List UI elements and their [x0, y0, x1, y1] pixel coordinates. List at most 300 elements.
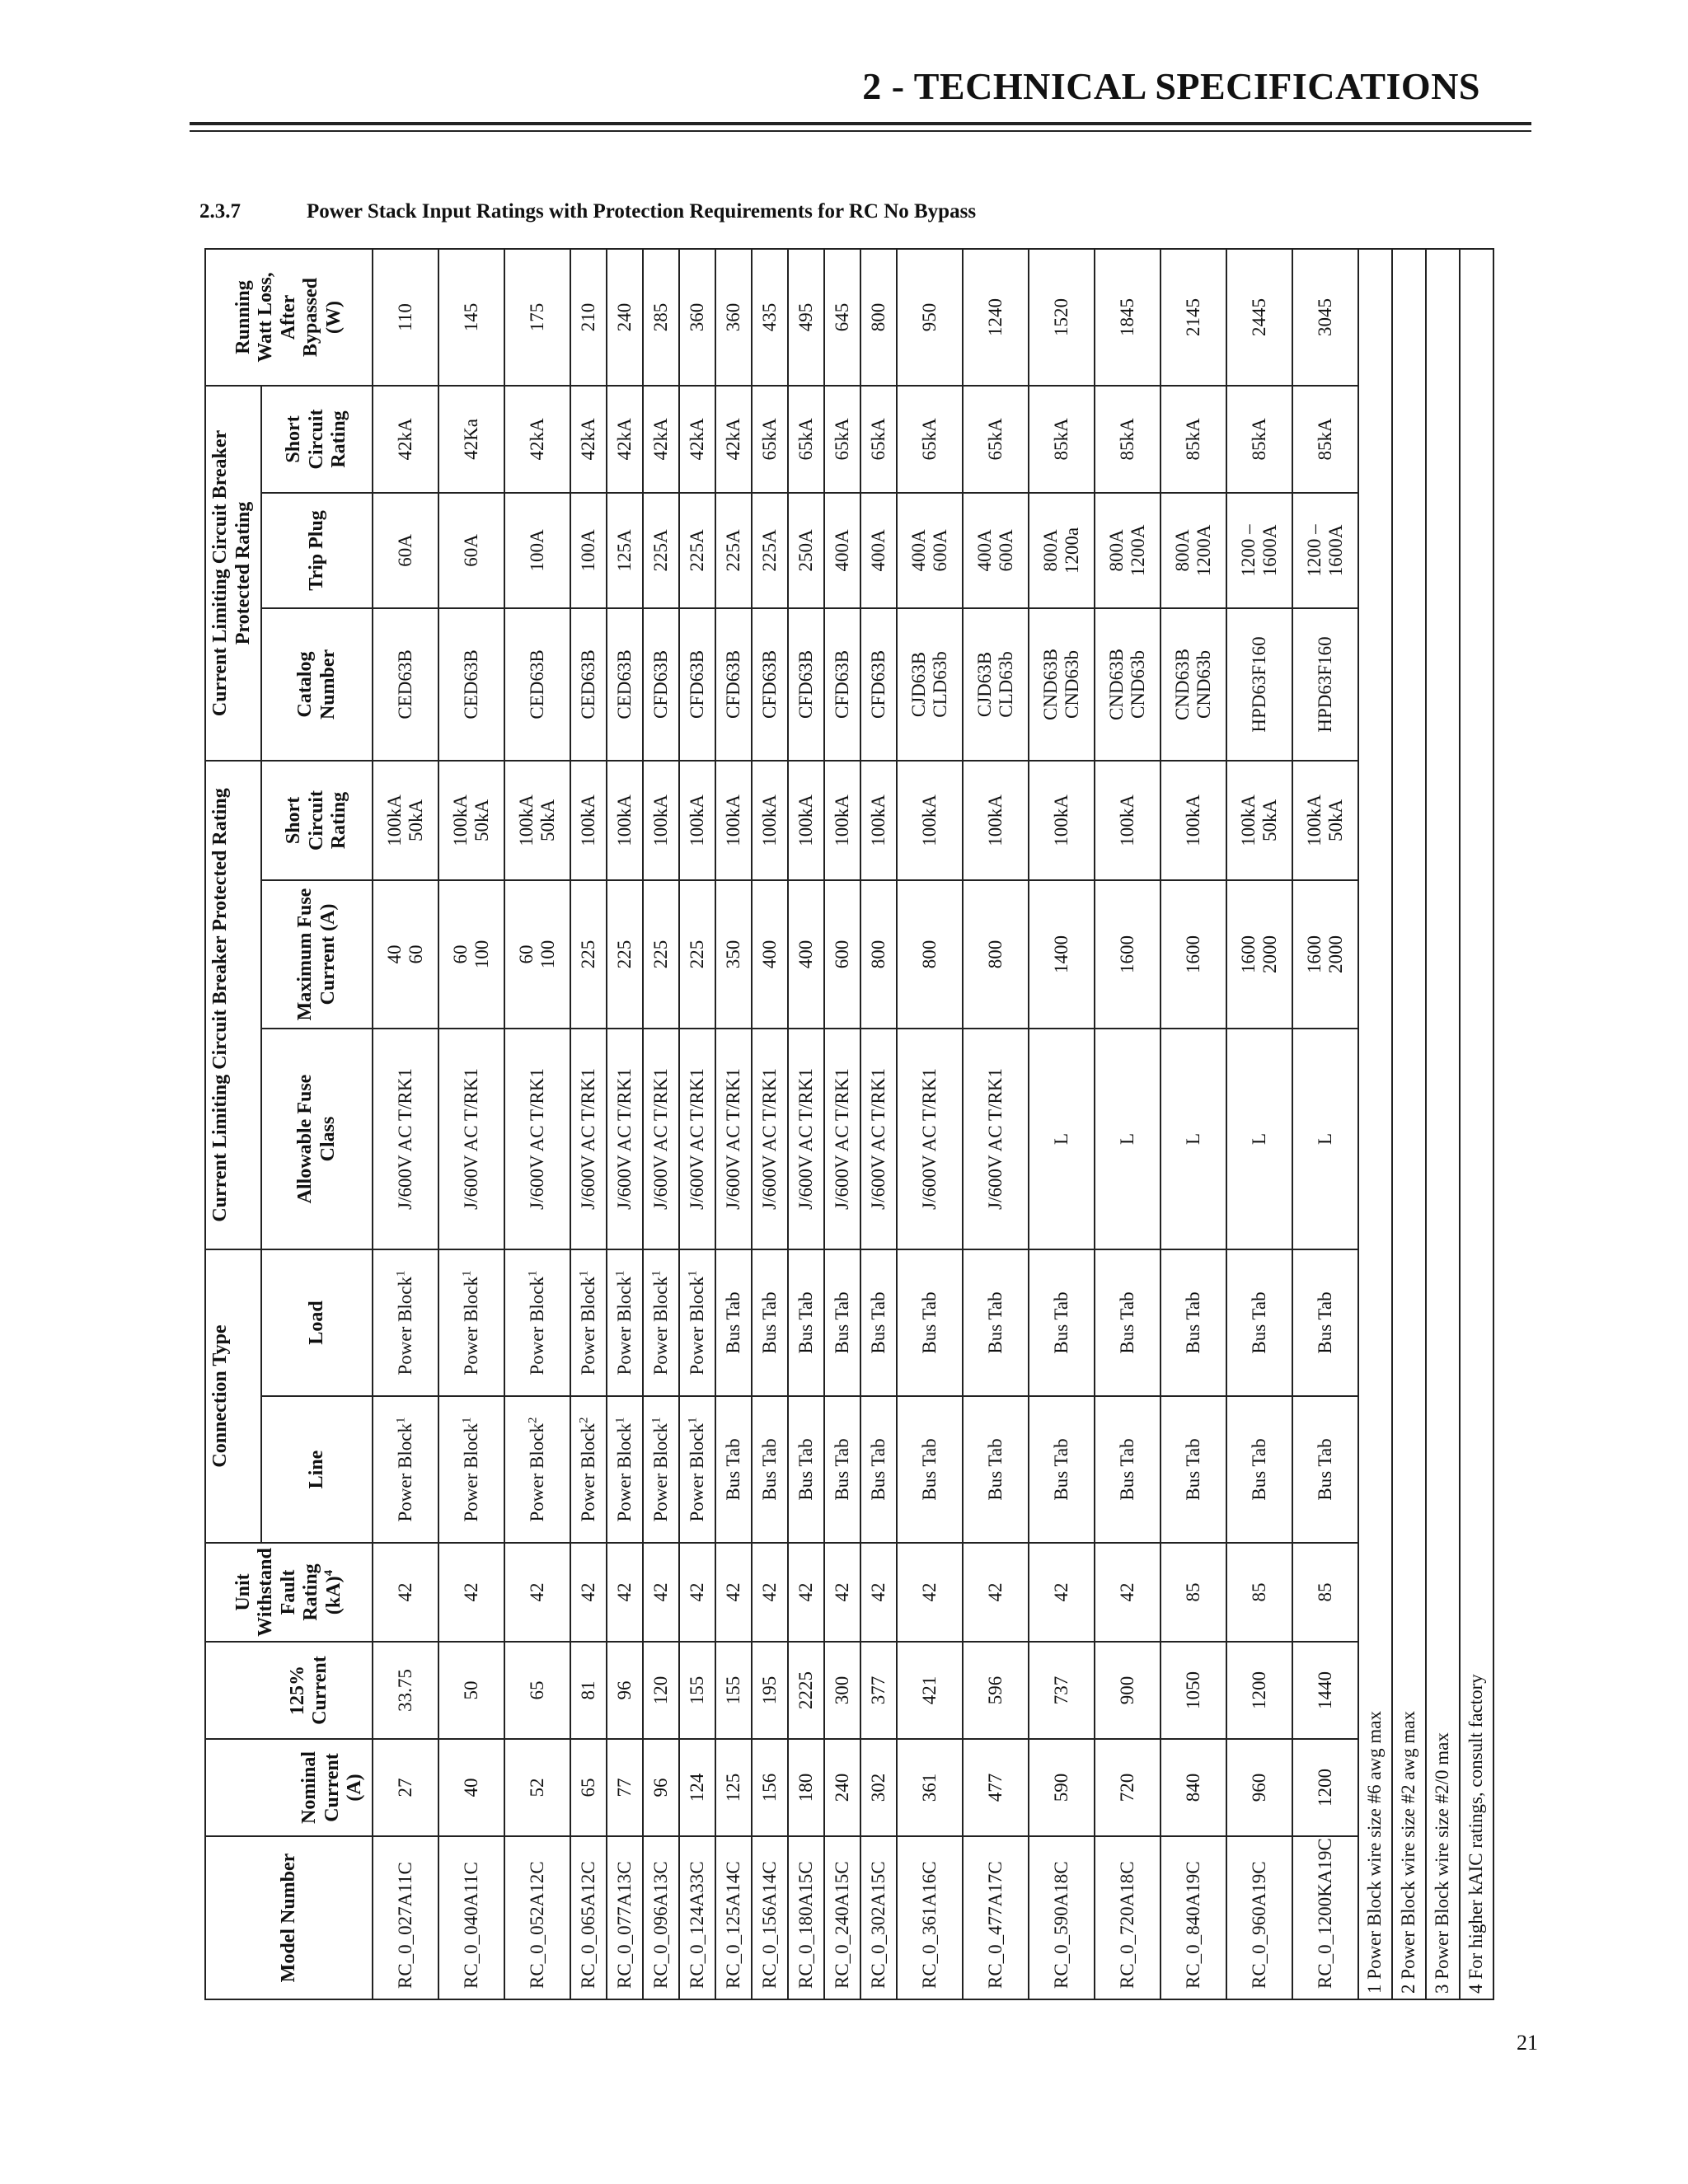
cell-sc2: 85kA [1226, 386, 1292, 493]
cell-model: RC_0_361A16C [897, 1836, 963, 1999]
cell-withstand: 42 [963, 1543, 1029, 1642]
cell-model: RC_0_096A13C [643, 1836, 679, 1999]
cell-nominal: 77 [607, 1739, 643, 1836]
footnote-blank [1358, 249, 1392, 1543]
cell-load: Power Block$^1$ [643, 1249, 679, 1396]
cell-line: Power Block$^1$ [607, 1396, 643, 1543]
cell-max-fuse: 40 60 [373, 880, 438, 1029]
cell-load: Bus Tab [1226, 1249, 1292, 1396]
cell-max-fuse: 600 [824, 880, 860, 1029]
cell-watt: 360 [715, 249, 752, 386]
cell-pct125: 195 [752, 1642, 788, 1739]
cell-catalog: CED63B [570, 608, 607, 761]
cell-catalog: CFD63B [643, 608, 679, 761]
cell-model: RC_0_125A14C [715, 1836, 752, 1999]
cell-sc2: 42kA [607, 386, 643, 493]
cell-pct125: 50 [438, 1642, 504, 1739]
cell-pct125: 96 [607, 1642, 643, 1739]
cell-max-fuse: 400 [788, 880, 824, 1029]
cell-trip: 1200 – 1600A [1292, 493, 1358, 608]
cell-sc1: 100kA [1095, 761, 1160, 880]
cell-fuse-class: L [1029, 1029, 1095, 1249]
cell-catalog: CFD63B [824, 608, 860, 761]
cell-catalog: CFD63B [752, 608, 788, 761]
cell-fuse-class: J/600V AC T/RK1 [752, 1029, 788, 1249]
cell-load: Power Block$^1$ [438, 1249, 504, 1396]
footnote-row [1460, 249, 1493, 1999]
cell-line: Power Block$^2$ [570, 1396, 607, 1543]
cell-catalog: CFD63B [715, 608, 752, 761]
cell-load: Bus Tab [824, 1249, 860, 1396]
cell-pct125: 81 [570, 1642, 607, 1739]
cell-sc2: 65kA [788, 386, 824, 493]
cell-catalog: CND63B CND63b [1095, 608, 1160, 761]
cell-withstand: 85 [1226, 1543, 1292, 1642]
cell-sc2: 42kA [643, 386, 679, 493]
cell-sc2: 65kA [752, 386, 788, 493]
cell-nominal: 124 [679, 1739, 715, 1836]
cell-sc1: 100kA 50kA [1226, 761, 1292, 880]
cell-pct125: 1440 [1292, 1642, 1358, 1739]
table-row [1226, 249, 1292, 1999]
table-row [607, 249, 643, 1999]
cell-max-fuse: 60 100 [438, 880, 504, 1029]
cell-pct125: 2225 [788, 1642, 824, 1739]
footnote-row [1392, 249, 1426, 1999]
cell-model: RC_0_124A33C [679, 1836, 715, 1999]
cell-line: Power Block$^1$ [373, 1396, 438, 1543]
cell-trip: 225A [752, 493, 788, 608]
cell-line: Bus Tab [788, 1396, 824, 1543]
cell-pct125: 120 [643, 1642, 679, 1739]
cell-model: RC_0_027A11C [373, 1836, 438, 1999]
col-header-load: Load [261, 1249, 373, 1396]
table-body [373, 249, 1493, 1999]
cell-withstand: 85 [1292, 1543, 1358, 1642]
cell-withstand: 85 [1160, 1543, 1226, 1642]
cell-watt: 435 [752, 249, 788, 386]
cell-load: Bus Tab [860, 1249, 897, 1396]
cell-line: Power Block$^1$ [679, 1396, 715, 1543]
cell-fuse-class: J/600V AC T/RK1 [570, 1029, 607, 1249]
cell-fuse-class: J/600V AC T/RK1 [824, 1029, 860, 1249]
cell-trip: 800A 1200A [1095, 493, 1160, 608]
table-row [897, 249, 963, 1999]
cell-pct125: 33.75 [373, 1642, 438, 1739]
cell-trip: 60A [438, 493, 504, 608]
cell-line: Bus Tab [1029, 1396, 1095, 1543]
cell-fuse-class: L [1095, 1029, 1160, 1249]
cell-pct125: 421 [897, 1642, 963, 1739]
cell-load: Power Block$^1$ [679, 1249, 715, 1396]
cell-catalog: CFD63B [679, 608, 715, 761]
cell-fuse-class: J/600V AC T/RK1 [788, 1029, 824, 1249]
cell-max-fuse: 350 [715, 880, 752, 1029]
cell-watt: 800 [860, 249, 897, 386]
cell-sc1: 100kA [607, 761, 643, 880]
cell-fuse-class: L [1292, 1029, 1358, 1249]
cell-line: Bus Tab [860, 1396, 897, 1543]
group-header-fuse: Current Limiting Circuit Breaker Protected Rating [205, 761, 261, 1249]
cell-nominal: 302 [860, 1739, 897, 1836]
cell-nominal: 840 [1160, 1739, 1226, 1836]
cell-pct125: 1200 [1226, 1642, 1292, 1739]
col-header-line: Line [261, 1396, 373, 1543]
cell-load: Bus Tab [897, 1249, 963, 1396]
cell-load: Bus Tab [752, 1249, 788, 1396]
table-row [438, 249, 504, 1999]
cell-line: Bus Tab [1226, 1396, 1292, 1543]
cell-trip: 225A [643, 493, 679, 608]
cell-sc1: 100kA [715, 761, 752, 880]
cell-trip: 800A 1200a [1029, 493, 1095, 608]
cell-sc1: 100kA [752, 761, 788, 880]
cell-model: RC_0_477A17C [963, 1836, 1029, 1999]
cell-trip: 400A [860, 493, 897, 608]
col-header-model: Model Number [205, 1836, 373, 1999]
cell-sc1: 100kA [860, 761, 897, 880]
col-header-withstand: Unit Withstand Fault Rating (kA)$^4$ [205, 1543, 373, 1642]
cell-line: Bus Tab [897, 1396, 963, 1543]
cell-sc2: 65kA [860, 386, 897, 493]
cell-withstand: 42 [438, 1543, 504, 1642]
page-number: 21 [1517, 2031, 1538, 2055]
cell-max-fuse: 400 [752, 880, 788, 1029]
cell-model: RC_0_040A11C [438, 1836, 504, 1999]
cell-model: RC_0_720A18C [1095, 1836, 1160, 1999]
cell-max-fuse: 1400 [1029, 880, 1095, 1029]
cell-fuse-class: J/600V AC T/RK1 [438, 1029, 504, 1249]
cell-model: RC_0_052A12C [504, 1836, 570, 1999]
cell-nominal: 27 [373, 1739, 438, 1836]
cell-watt: 145 [438, 249, 504, 386]
cell-watt: 175 [504, 249, 570, 386]
cell-load: Power Block$^1$ [373, 1249, 438, 1396]
cell-withstand: 42 [1095, 1543, 1160, 1642]
cell-sc2: 42kA [570, 386, 607, 493]
col-header-short-circuit-breaker: Short Circuit Rating [261, 386, 373, 493]
cell-sc2: 42kA [679, 386, 715, 493]
cell-watt: 3045 [1292, 249, 1358, 386]
table-row [373, 249, 438, 1999]
cell-watt: 240 [607, 249, 643, 386]
footnote-blank [1460, 249, 1493, 1543]
cell-sc1: 100kA [897, 761, 963, 880]
cell-max-fuse: 225 [679, 880, 715, 1029]
cell-fuse-class: J/600V AC T/RK1 [679, 1029, 715, 1249]
footnote-blank [1392, 249, 1426, 1543]
cell-catalog: CED63B [607, 608, 643, 761]
cell-max-fuse: 800 [963, 880, 1029, 1029]
cell-sc1: 100kA [963, 761, 1029, 880]
cell-trip: 250A [788, 493, 824, 608]
header-rule-thin [190, 130, 1531, 132]
cell-sc2: 42kA [715, 386, 752, 493]
cell-withstand: 42 [715, 1543, 752, 1642]
cell-line: Bus Tab [715, 1396, 752, 1543]
group-header-connection: Connection Type [205, 1249, 261, 1543]
cell-pct125: 65 [504, 1642, 570, 1739]
footnote-text: 3 Power Block wire size #2/0 max [1426, 1543, 1460, 1999]
cell-fuse-class: J/600V AC T/RK1 [963, 1029, 1029, 1249]
cell-line: Bus Tab [1095, 1396, 1160, 1543]
cell-watt: 645 [824, 249, 860, 386]
cell-sc1: 100kA [570, 761, 607, 880]
cell-watt: 2145 [1160, 249, 1226, 386]
cell-withstand: 42 [897, 1543, 963, 1642]
cell-model: RC_0_240A15C [824, 1836, 860, 1999]
cell-watt: 110 [373, 249, 438, 386]
cell-model: RC_0_590A18C [1029, 1836, 1095, 1999]
table-row [1095, 249, 1160, 1999]
cell-sc2: 85kA [1029, 386, 1095, 493]
cell-line: Power Block$^1$ [438, 1396, 504, 1543]
table-row [824, 249, 860, 1999]
cell-catalog: CFD63B [860, 608, 897, 761]
cell-line: Bus Tab [1292, 1396, 1358, 1543]
table-row [1160, 249, 1226, 1999]
cell-model: RC_0_840A19C [1160, 1836, 1226, 1999]
cell-sc1: 100kA [788, 761, 824, 880]
cell-max-fuse: 1600 2000 [1226, 880, 1292, 1029]
cell-load: Power Block$^1$ [570, 1249, 607, 1396]
cell-watt: 950 [897, 249, 963, 386]
cell-watt: 495 [788, 249, 824, 386]
cell-model: RC_0_1200KA19C [1292, 1836, 1358, 1999]
cell-load: Bus Tab [963, 1249, 1029, 1396]
cell-catalog: CJD63B CLD63b [963, 608, 1029, 761]
cell-catalog: CND63B CND63b [1029, 608, 1095, 761]
cell-sc1: 100kA 50kA [1292, 761, 1358, 880]
cell-trip: 100A [570, 493, 607, 608]
cell-trip: 125A [607, 493, 643, 608]
cell-load: Bus Tab [1029, 1249, 1095, 1396]
cell-max-fuse: 1600 2000 [1292, 880, 1358, 1029]
cell-trip: 225A [679, 493, 715, 608]
cell-fuse-class: J/600V AC T/RK1 [715, 1029, 752, 1249]
cell-sc2: 85kA [1160, 386, 1226, 493]
cell-fuse-class: J/600V AC T/RK1 [504, 1029, 570, 1249]
cell-load: Bus Tab [1160, 1249, 1226, 1396]
footnote-text: 1 Power Block wire size #6 awg max [1358, 1543, 1392, 1999]
cell-withstand: 42 [373, 1543, 438, 1642]
cell-sc2: 42kA [504, 386, 570, 493]
cell-trip: 800A 1200A [1160, 493, 1226, 608]
header-rule-thick [190, 122, 1531, 125]
cell-trip: 100A [504, 493, 570, 608]
col-header-catalog: Catalog Number [261, 608, 373, 761]
cell-line: Bus Tab [963, 1396, 1029, 1543]
cell-nominal: 40 [438, 1739, 504, 1836]
cell-line: Power Block$^1$ [643, 1396, 679, 1543]
cell-fuse-class: J/600V AC T/RK1 [860, 1029, 897, 1249]
cell-sc2: 65kA [897, 386, 963, 493]
cell-load: Power Block$^1$ [607, 1249, 643, 1396]
cell-withstand: 42 [788, 1543, 824, 1642]
cell-watt: 285 [643, 249, 679, 386]
power-stack-ratings-table [204, 248, 1494, 2000]
cell-max-fuse: 60 100 [504, 880, 570, 1029]
cell-nominal: 125 [715, 1739, 752, 1836]
cell-trip: 400A 600A [963, 493, 1029, 608]
cell-withstand: 42 [679, 1543, 715, 1642]
cell-line: Bus Tab [1160, 1396, 1226, 1543]
cell-catalog: HPD63F160 [1292, 608, 1358, 761]
cell-line: Bus Tab [824, 1396, 860, 1543]
cell-nominal: 52 [504, 1739, 570, 1836]
cell-fuse-class: L [1160, 1029, 1226, 1249]
cell-sc2: 85kA [1292, 386, 1358, 493]
table-row [643, 249, 679, 1999]
footnote-row [1358, 249, 1392, 1999]
spec-table-region [204, 250, 1487, 2000]
table-row [679, 249, 715, 1999]
footnote-text: 4 For higher kAIC ratings, consult factory [1460, 1543, 1493, 1999]
section-title: Power Stack Input Ratings with Protection Requirements for RC No Bypass [307, 200, 977, 223]
cell-nominal: 361 [897, 1739, 963, 1836]
cell-model: RC_0_077A13C [607, 1836, 643, 1999]
cell-pct125: 155 [715, 1642, 752, 1739]
cell-fuse-class: J/600V AC T/RK1 [373, 1029, 438, 1249]
cell-pct125: 900 [1095, 1642, 1160, 1739]
cell-pct125: 300 [824, 1642, 860, 1739]
cell-catalog: CED63B [504, 608, 570, 761]
cell-model: RC_0_302A15C [860, 1836, 897, 1999]
cell-load: Bus Tab [1095, 1249, 1160, 1396]
col-header-trip-plug: Trip Plug [261, 493, 373, 608]
cell-withstand: 42 [1029, 1543, 1095, 1642]
cell-nominal: 240 [824, 1739, 860, 1836]
cell-pct125: 155 [679, 1642, 715, 1739]
cell-sc2: 65kA [963, 386, 1029, 493]
cell-sc2: 65kA [824, 386, 860, 493]
cell-withstand: 42 [824, 1543, 860, 1642]
cell-model: RC_0_960A19C [1226, 1836, 1292, 1999]
table-row [752, 249, 788, 1999]
cell-line: Bus Tab [752, 1396, 788, 1543]
cell-load: Bus Tab [715, 1249, 752, 1396]
cell-max-fuse: 1600 [1160, 880, 1226, 1029]
cell-max-fuse: 225 [570, 880, 607, 1029]
footnote-blank [1426, 249, 1460, 1543]
cell-withstand: 42 [607, 1543, 643, 1642]
group-header-row [205, 249, 261, 1999]
cell-pct125: 737 [1029, 1642, 1095, 1739]
page-title: 2 - TECHNICAL SPECIFICATIONS [862, 65, 1480, 107]
cell-withstand: 42 [504, 1543, 570, 1642]
cell-pct125: 1050 [1160, 1642, 1226, 1739]
col-header-125pct: 125% Current [205, 1642, 373, 1739]
table-row [570, 249, 607, 1999]
cell-withstand: 42 [860, 1543, 897, 1642]
footnote-row [1426, 249, 1460, 1999]
cell-sc1: 100kA [679, 761, 715, 880]
cell-max-fuse: 225 [643, 880, 679, 1029]
col-header-nominal: Nominal Current (A) [205, 1739, 373, 1836]
cell-watt: 1845 [1095, 249, 1160, 386]
col-header-fuse-class: Allowable Fuse Class [261, 1029, 373, 1249]
cell-sc1: 100kA [1029, 761, 1095, 880]
cell-nominal: 96 [643, 1739, 679, 1836]
cell-nominal: 590 [1029, 1739, 1095, 1836]
cell-nominal: 720 [1095, 1739, 1160, 1836]
cell-sc1: 100kA [1160, 761, 1226, 880]
cell-nominal: 477 [963, 1739, 1029, 1836]
cell-catalog: CED63B [373, 608, 438, 761]
cell-load: Bus Tab [1292, 1249, 1358, 1396]
cell-watt: 360 [679, 249, 715, 386]
cell-fuse-class: J/600V AC T/RK1 [897, 1029, 963, 1249]
cell-sc1: 100kA [643, 761, 679, 880]
cell-sc2: 42Ka [438, 386, 504, 493]
cell-fuse-class: J/600V AC T/RK1 [643, 1029, 679, 1249]
section-number: 2.3.7 [199, 200, 241, 223]
cell-nominal: 156 [752, 1739, 788, 1836]
cell-pct125: 377 [860, 1642, 897, 1739]
cell-catalog: CFD63B [788, 608, 824, 761]
cell-load: Power Block$^1$ [504, 1249, 570, 1396]
group-header-breaker: Current Limiting Circuit Breaker Protected Rating [205, 386, 261, 761]
cell-fuse-class: J/600V AC T/RK1 [607, 1029, 643, 1249]
cell-sc1: 100kA 50kA [438, 761, 504, 880]
cell-trip: 60A [373, 493, 438, 608]
cell-max-fuse: 225 [607, 880, 643, 1029]
cell-sc2: 42kA [373, 386, 438, 493]
cell-trip: 400A 600A [897, 493, 963, 608]
rotated-table-frame [204, 250, 1487, 2000]
cell-sc1: 100kA [824, 761, 860, 880]
cell-max-fuse: 800 [860, 880, 897, 1029]
col-header-short-circuit-fuse: Short Circuit Rating [261, 761, 373, 880]
table-row [504, 249, 570, 1999]
table-row [963, 249, 1029, 1999]
table-row [1292, 249, 1358, 1999]
cell-withstand: 42 [752, 1543, 788, 1642]
footnote-text: 2 Power Block wire size #2 awg max [1392, 1543, 1426, 1999]
cell-watt: 210 [570, 249, 607, 386]
cell-load: Bus Tab [788, 1249, 824, 1396]
col-header-max-fuse: Maximum Fuse Current (A) [261, 880, 373, 1029]
cell-nominal: 960 [1226, 1739, 1292, 1836]
table-row [788, 249, 824, 1999]
cell-nominal: 180 [788, 1739, 824, 1836]
cell-watt: 1520 [1029, 249, 1095, 386]
cell-line: Power Block$^2$ [504, 1396, 570, 1543]
cell-sc1: 100kA 50kA [504, 761, 570, 880]
cell-fuse-class: L [1226, 1029, 1292, 1249]
cell-catalog: CED63B [438, 608, 504, 761]
cell-trip: 1200 – 1600A [1226, 493, 1292, 608]
table-row [1029, 249, 1095, 1999]
table-row [715, 249, 752, 1999]
table-row [860, 249, 897, 1999]
cell-withstand: 42 [643, 1543, 679, 1642]
cell-pct125: 596 [963, 1642, 1029, 1739]
cell-nominal: 65 [570, 1739, 607, 1836]
cell-max-fuse: 800 [897, 880, 963, 1029]
cell-catalog: CND63B CND63b [1160, 608, 1226, 761]
cell-catalog: HPD63F160 [1226, 608, 1292, 761]
cell-watt: 2445 [1226, 249, 1292, 386]
cell-withstand: 42 [570, 1543, 607, 1642]
cell-model: RC_0_065A12C [570, 1836, 607, 1999]
cell-trip: 400A [824, 493, 860, 608]
cell-sc2: 85kA [1095, 386, 1160, 493]
cell-watt: 1240 [963, 249, 1029, 386]
col-header-watt-loss: Running Watt Loss, After Bypassed (W) [205, 249, 373, 386]
cell-trip: 225A [715, 493, 752, 608]
cell-sc1: 100kA 50kA [373, 761, 438, 880]
